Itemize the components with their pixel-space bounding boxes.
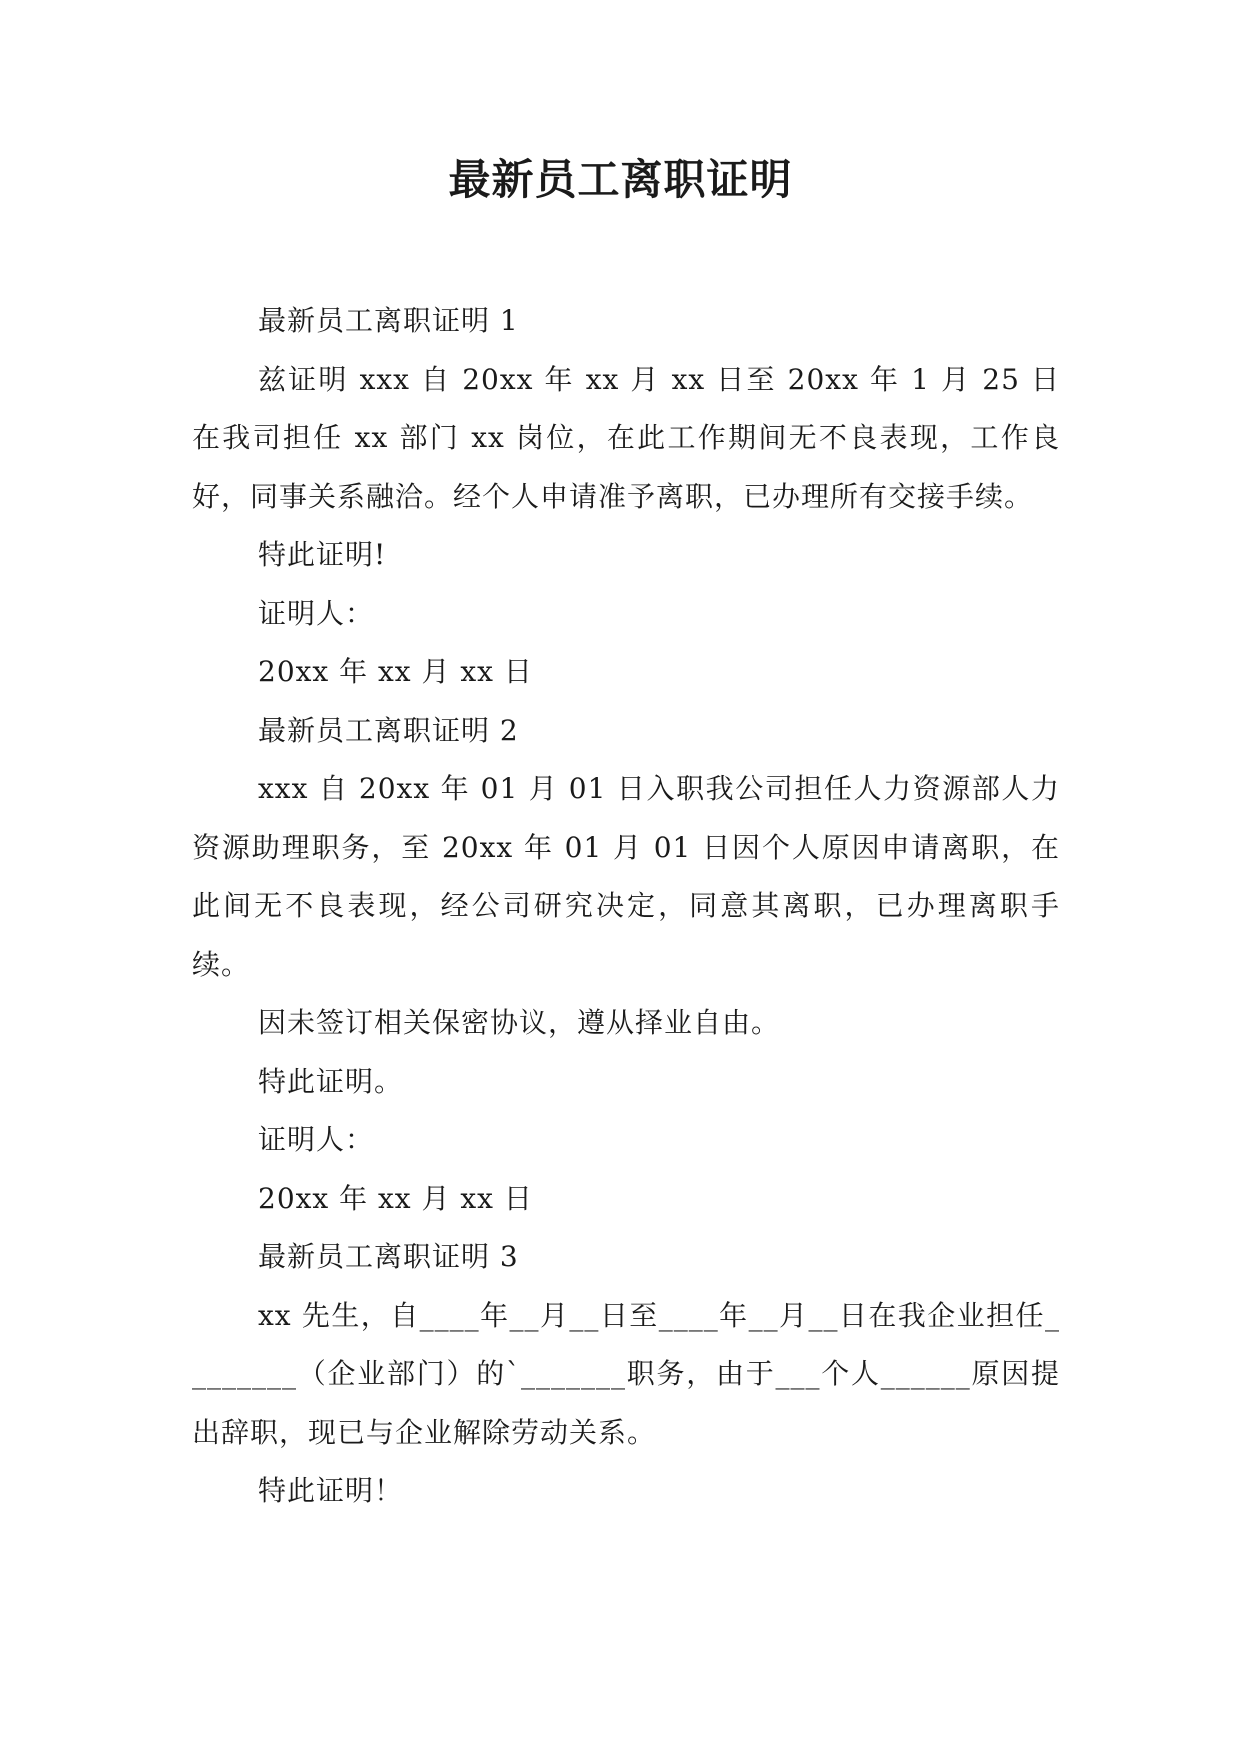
paragraph-2-certifier: 证明人： bbox=[258, 1123, 375, 1156]
section-heading-2: 最新员工离职证明 2 bbox=[258, 713, 519, 747]
paragraph-2-closing: 特此证明。 bbox=[258, 1064, 404, 1098]
paragraph-3-body: xx 先生，自____年__月__日至____年__月__日在我企业担任________（企业部门）的`_______职务，由于___个人______原因提出辞职，现已与企业解除劳动关系。 bbox=[192, 1298, 1060, 1449]
paragraph-1-date: 20xx 年 xx 月 xx 日 bbox=[258, 655, 533, 688]
document-body bbox=[192, 292, 1060, 1521]
paragraph-2-body: xxx 自 20xx 年 01 月 01 日入职我公司担任人力资源部人力资源助理职务，至 20xx 年 01 月 01 日因个人原因申请离职，在此间无不良表现，经公司研究决定，同意其离职，已办理离职手续。 bbox=[192, 772, 1060, 981]
paragraph-3-closing: 特此证明！ bbox=[258, 1474, 404, 1507]
paragraph-1-body: 兹证明 xxx 自 20xx 年 xx 月 xx 日至 20xx 年 1 月 25 日在我司担任 xx 部门 xx 岗位，在此工作期间无不良表现，工作良好，同事关系融洽。经个人申请准予离职，已办理所有交接手续。 bbox=[192, 362, 1060, 513]
paragraph-2-note: 因未签订相关保密协议，遵从择业自由。 bbox=[258, 1006, 781, 1039]
paragraph-1-closing: 特此证明! bbox=[258, 538, 387, 571]
paragraph-1-certifier: 证明人： bbox=[258, 596, 375, 630]
document-title: 最新员工离职证明 bbox=[448, 155, 793, 204]
paragraph-2-date: 20xx 年 xx 月 xx 日 bbox=[258, 1181, 533, 1215]
section-heading-1: 最新员工离职证明 1 bbox=[258, 304, 519, 337]
section-heading-3: 最新员工离职证明 3 bbox=[258, 1240, 519, 1273]
